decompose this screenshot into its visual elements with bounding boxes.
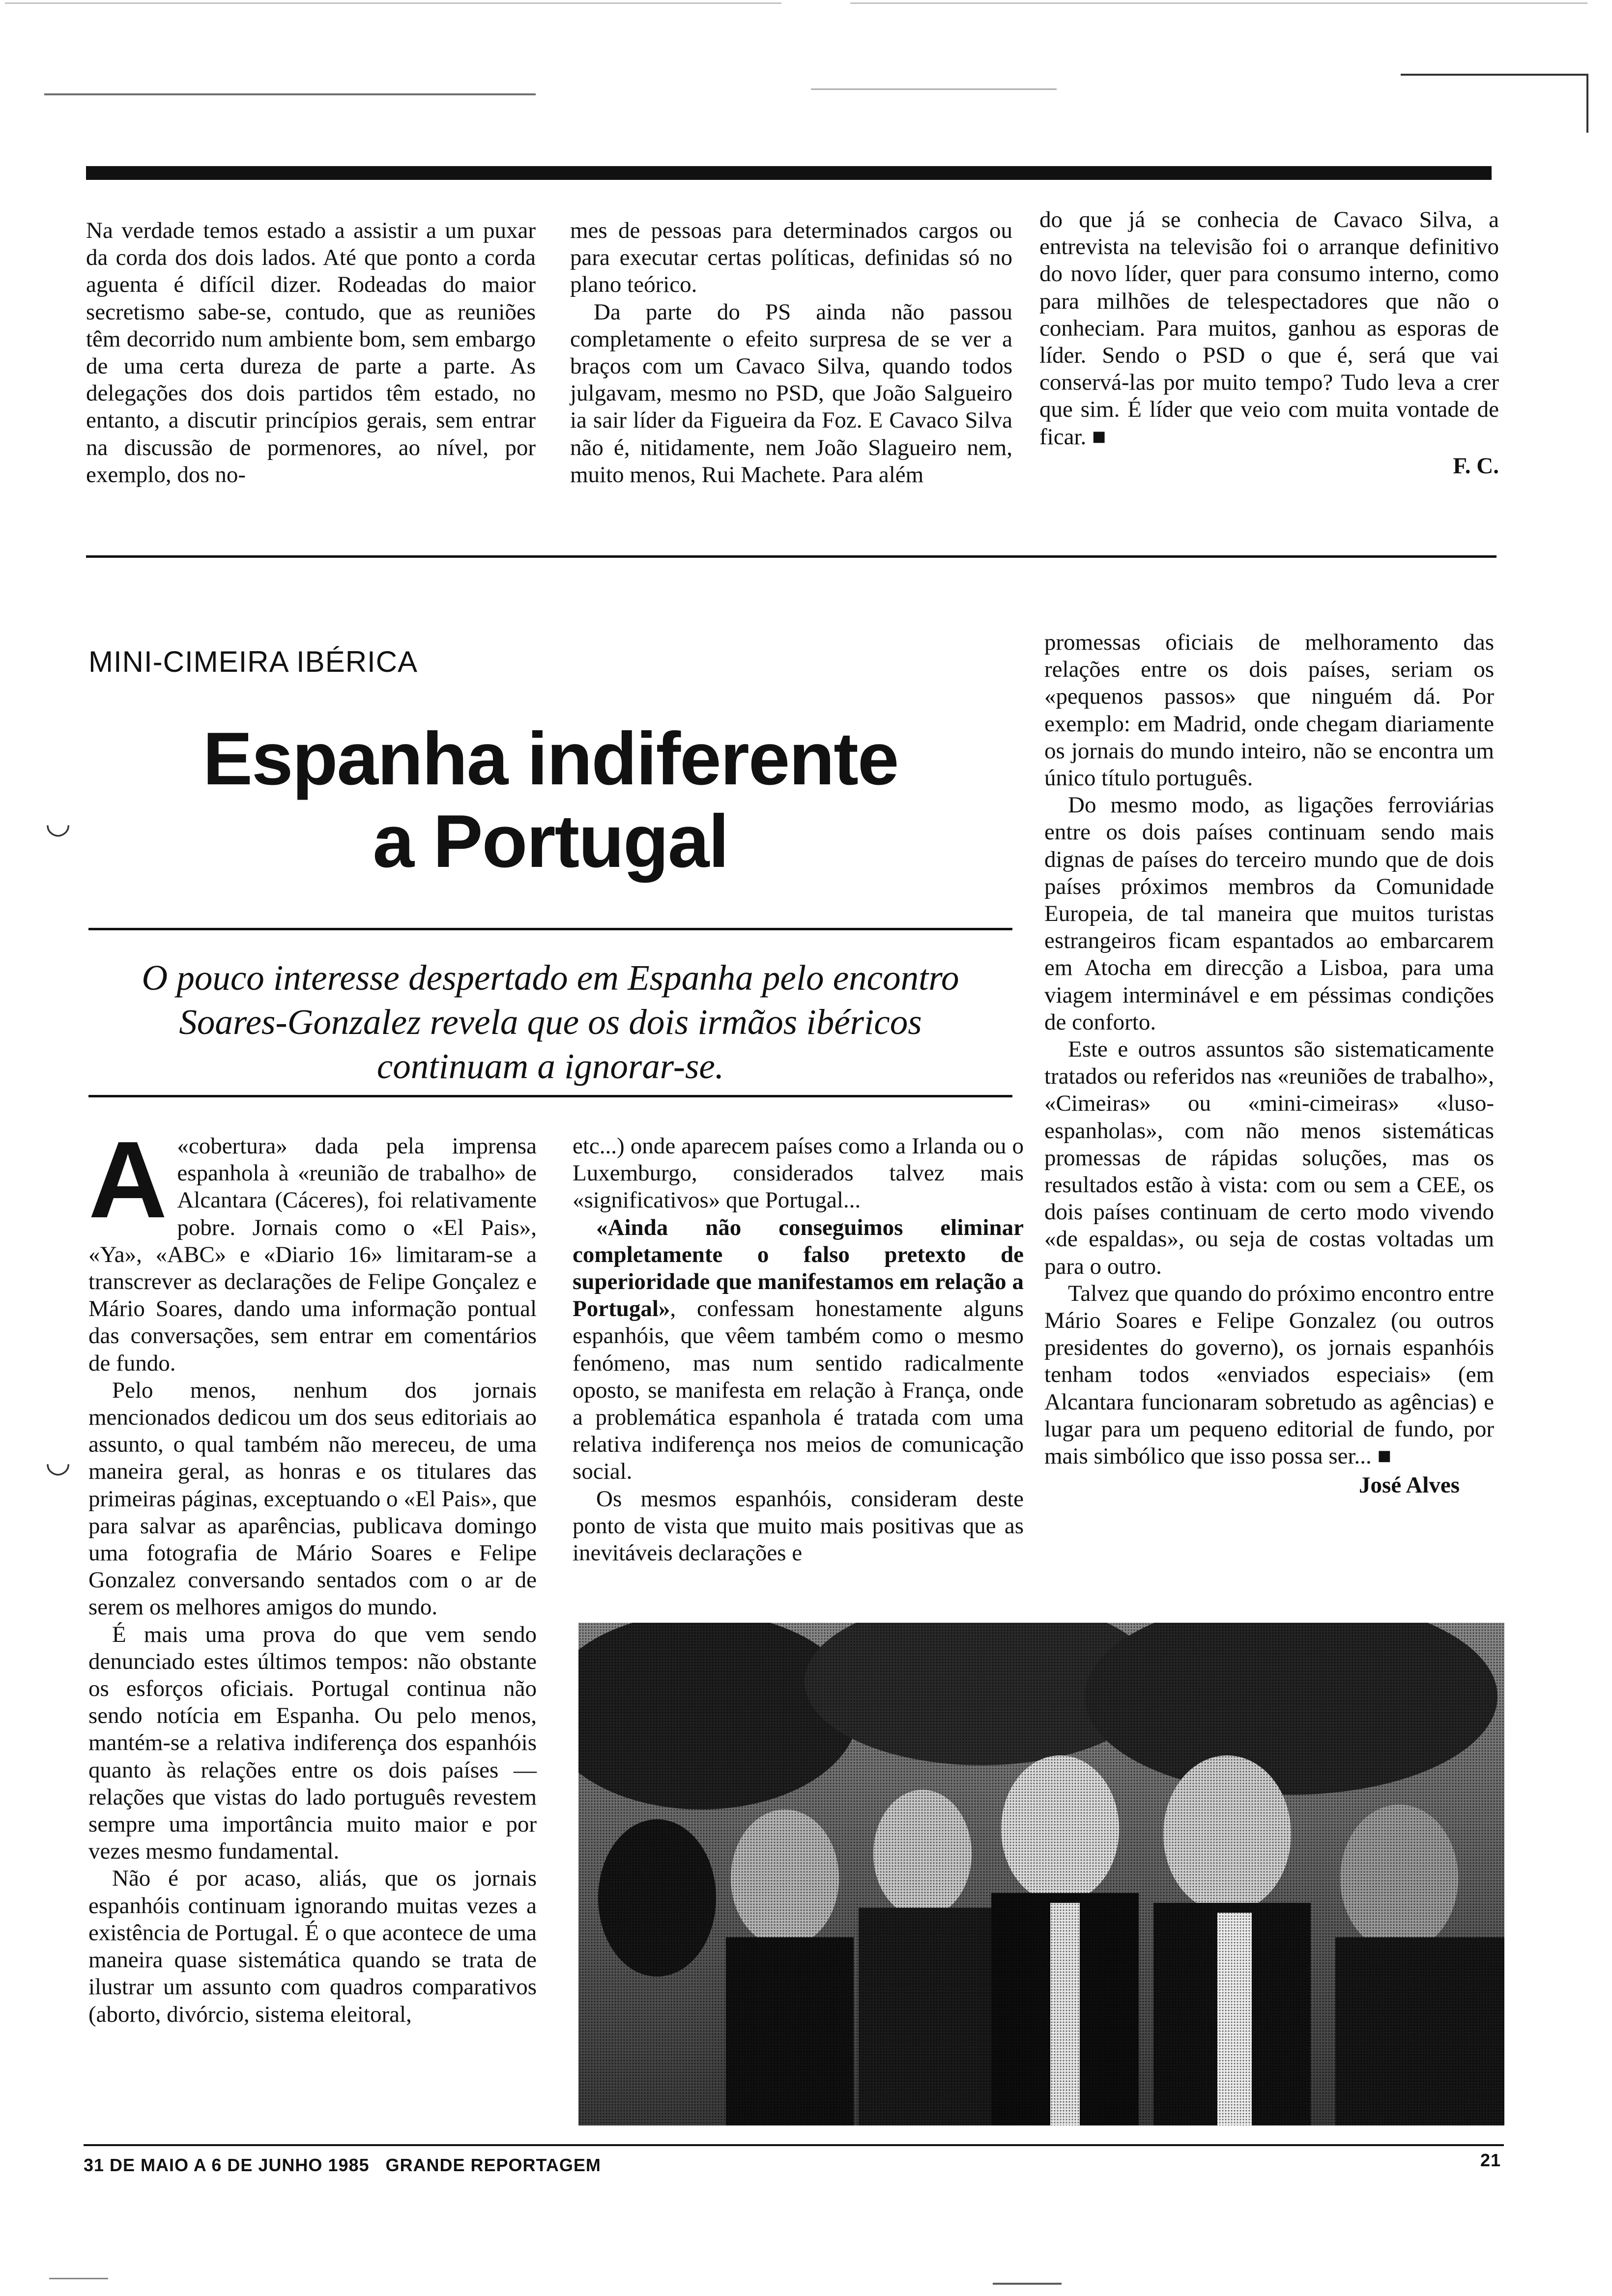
- top-article-col3: [1039, 206, 1499, 480]
- body-text: Na verdade temos estado a assistir a um puxar da corda dos dois lados. Até que ponto a corda aguenta é difícil dizer. Rodeadas do maior secretismo sabe-se, contudo, que as reuniões têm decorrido num ambiente bom, sem embargo de uma certa dureza de parte a parte. As delegações dos dois partidos têm estado, no entanto, a discutir princípios gerais, sem entrar na discussão de pormenores, ao nível, por exemplo, dos no-: [86, 218, 536, 488]
- main-article-col1: [88, 1119, 537, 2028]
- section-divider: [86, 555, 1497, 558]
- body-text: Não é por acaso, aliás, que os jornais espanhóis continuam ignorando muitas vezes a existência de Portugal. É o que acontece de uma maneira quase sistemática quando se trata de ilustrar um assunto com quadros comparativos (aborto, divórcio, sistema eleitoral,: [88, 1866, 537, 2027]
- body-text: mes de pessoas para determinados cargos ou para executar certas políticas, definidas só no plano teórico.: [570, 218, 1012, 298]
- body-text: A «cobertura» dada pela imprensa espanhola à «reunião de trabalho» de Alcantara (Cáceres), foi relativamente pobre. Jornais como o «El Pais», «Ya», «ABC» e «Diario 16» limitaram-se a transcrever as declarações de Felipe Gonçalez e Mário Soares, dando uma informação pontual das conversações, sem entrar em comentários de fundo.: [88, 1119, 537, 1376]
- main-article-col2: [573, 1133, 1024, 1567]
- signature: F. C.: [1453, 453, 1499, 479]
- scan-edge-line: [811, 88, 1057, 90]
- body-text: etc...) onde aparecem países como a Irlanda ou o Luxemburgo, considerados talvez mais «significativos» que Portugal...: [573, 1133, 1024, 1213]
- page-number: 21: [1480, 2150, 1501, 2170]
- margin-mark: ◡: [45, 806, 71, 840]
- lead-rule: [88, 1095, 1012, 1097]
- end-mark: ■: [1092, 424, 1106, 450]
- scan-edge-line: [1401, 74, 1587, 76]
- footer-rule: [84, 2144, 1504, 2146]
- headline-rule: [88, 928, 1012, 930]
- end-mark: ■: [1377, 1443, 1391, 1469]
- body-text: promessas oficiais de melhoramento das relações entre os dois países, seriam os «pequenos passos» que ninguém dá. Por exemplo: em Madrid, onde chegam diariamente os jornais do mundo inteiro, não se encontra um único título português.: [1044, 630, 1494, 791]
- top-article-col2: [570, 217, 1012, 488]
- scan-edge-line: [44, 93, 536, 95]
- scan-edge-line: [993, 2283, 1062, 2285]
- headline: Espanha indiferente a Portugal: [202, 717, 898, 883]
- top-rule: [86, 166, 1492, 180]
- drop-cap: A: [88, 1119, 168, 1241]
- body-text: Este e outros assuntos são sistematicamente tratados ou referidos nas «reuniões de trabalho», «Cimeiras» ou «mini-cimeiras» «luso-espanholas», com não menos sistemáticas promessas de rápidas soluções, mas os resultados estão à vista: com ou sem a CEE, os dois países continuam de certo modo vivendo «de espaldas», ou seja de costas voltadas um para o outro.: [1044, 1036, 1494, 1279]
- photo-halftone: [578, 1623, 1504, 2125]
- section-label: MINI-CIMEIRA IBÉRICA: [88, 645, 418, 678]
- footer-date-publication: 31 DE MAIO A 6 DE JUNHO 1985 GRANDE REPORTAGEM: [84, 2155, 601, 2175]
- margin-mark: ◡: [45, 1445, 71, 1479]
- body-text: Os mesmos espanhóis, consideram deste ponto de vista que muito mais positivas que as inevitáveis declarações e: [573, 1486, 1024, 1566]
- body-text: É mais uma prova do que vem sendo denunciado estes últimos tempos: não obstante os esforços oficiais. Portugal continua não sendo notícia em Espanha. Ou pelo menos, mantém-se a relativa indiferença dos espanhóis quanto às relações entre os dois países — relações que vistas do lado português revestem sempre uma importância muito maior e por vezes mesmo fundamental.: [88, 1621, 537, 1865]
- photograph: [578, 1623, 1504, 2125]
- body-text: Talvez que quando do próximo encontro entre Mário Soares e Felipe Gonzalez (ou outros presidentes do governo), os jornais espanhóis tenham todos «enviados especiais» (em Alcantara funcionaram sobretudo as agências) e lugar para um pequeno editorial de fundo, por mais simbólico que isso possa ser... ■: [1044, 1280, 1494, 1469]
- pull-quote: «Ainda não conseguimos eliminar completamente o falso pretexto de superioridade que manifestamos em relação a Portugal»: [573, 1214, 1024, 1322]
- body-text: do que já se conhecia de Cavaco Silva, a entrevista na televisão foi o arranque definitivo do novo líder, quer para consumo interno, como para milhões de telespectadores que não o conheciam. Para muitos, ganhou as esporas de líder. Sendo o PSD o que é, será que vai conservá-las por muito tempo? Tudo leva a crer que sim. É líder que veio com muita vontade de ficar. ■: [1039, 207, 1499, 450]
- scan-edge-line: [49, 2278, 108, 2279]
- lead-paragraph: O pouco interesse despertado em Espanha pelo encontro Soares-Gonzalez revela que os dois irmãos ibéricos continuam a ignorar-se.: [142, 958, 959, 1086]
- main-article-col3: [1044, 629, 1494, 1499]
- body-text: Da parte do PS ainda não passou completamente o efeito surpresa de se ver a braços com um Cavaco Silva, quando todos julgavam, mesmo no PSD, que João Salgueiro ia sair líder da Figueira da Foz. E Cavaco Silva não é, nitidamente, nem João Slagueiro nem, muito menos, Rui Machete. Para além: [570, 299, 1012, 488]
- body-text: Pelo menos, nenhum dos jornais mencionados dedicou um dos seus editoriais ao assunto, o qual também não mereceu, de uma maneira geral, as honras e os titulares das primeiras páginas, exceptuando o «El Pais», que para salvar as aparências, publicava domingo uma fotografia de Mário Soares e Felipe Gonzalez conversando sentados com o ar de serem os melhores amigos do mundo.: [88, 1377, 537, 1620]
- body-text: Do mesmo modo, as ligações ferroviárias entre os dois países continuam sendo mais dignas de países do terceiro mundo que de dois países próximos membros da Comunidade Europeia, de tal maneira que muitos turistas estrangeiros ficam espantados ao embarcarem em Atocha em direcção a Lisboa, para uma viagem interminável e em péssimas condições de conforto.: [1044, 792, 1494, 1035]
- body-text: «Ainda não conseguimos eliminar completamente o falso pretexto de superioridade que manifestamos em relação a Portugal», confessam honestamente alguns espanhóis, que vêem também como o mesmo fenómeno, mas num sentido radicalmente oposto, se manifesta em relação à França, onde a problemática espanhola é tratada com uma relativa indiferença nos meios de comunicação social.: [573, 1214, 1024, 1485]
- scan-edge-line: [5, 2, 781, 4]
- scan-edge-line: [1586, 74, 1588, 133]
- author-byline: José Alves: [1359, 1472, 1460, 1498]
- top-article-col1: [86, 217, 536, 488]
- scan-edge-line: [850, 2, 1587, 4]
